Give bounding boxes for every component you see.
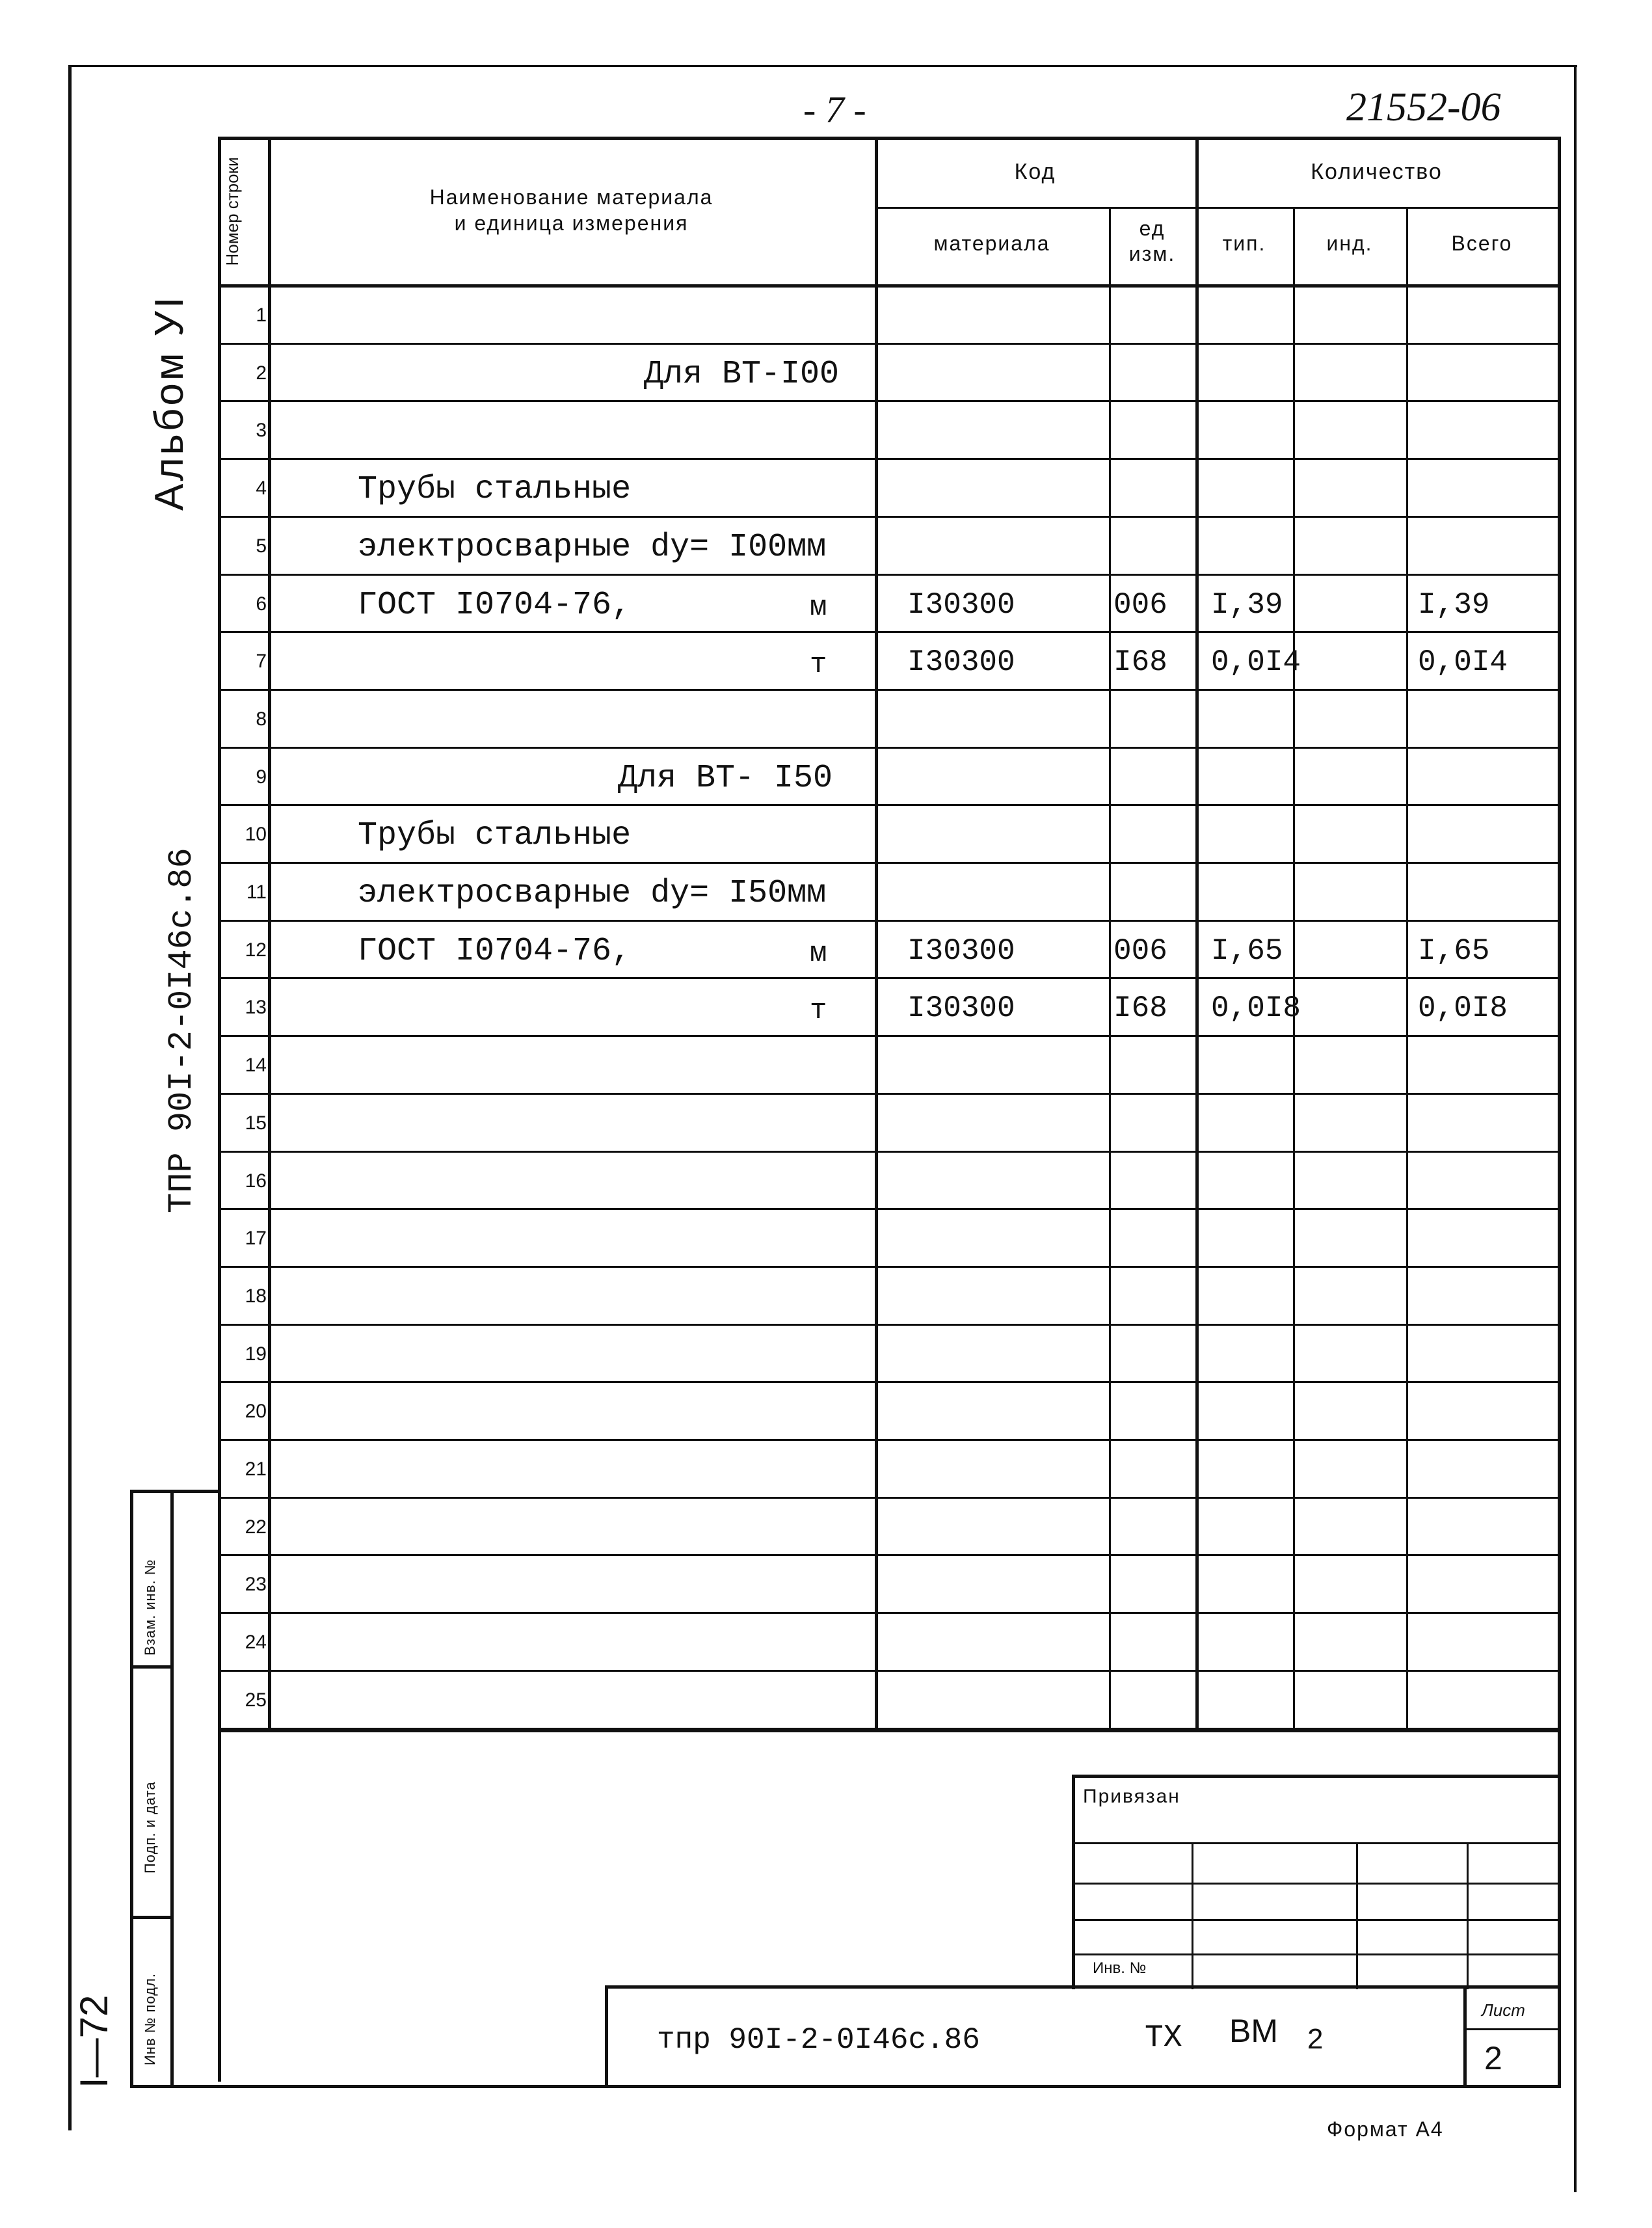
- bound-line-2: [1072, 1883, 1561, 1885]
- row-name: Трубы стальные: [358, 817, 632, 855]
- stamp-label-sign-date: Подп. и дата: [142, 1781, 158, 1873]
- row-line: [218, 1266, 1560, 1268]
- row-unit: м: [810, 591, 827, 624]
- bound-line-3: [1072, 1919, 1561, 1921]
- bound-line-1: [1072, 1842, 1561, 1844]
- stamp-line-1: [130, 1665, 172, 1669]
- row-line: [218, 1151, 1560, 1153]
- col-line-rowno: [268, 137, 271, 1730]
- project-code-vertical: ТПР 90I-2-0I46с.86: [163, 848, 201, 1213]
- sheet-col-line: [1463, 1985, 1467, 2086]
- col-line-material: [1109, 208, 1111, 1730]
- main-stamp-top-line: [605, 1985, 1561, 1989]
- header-mid-line: [875, 207, 1558, 209]
- row-qty-typ: 0,0I4: [1211, 645, 1301, 680]
- sheet-divider-line: [1463, 2028, 1560, 2030]
- doc-designation: тпр 90I-2-0I46с.86: [657, 2023, 980, 2057]
- row-line: [218, 1208, 1560, 1210]
- row-number: 23: [245, 1574, 267, 1596]
- row-name: Трубы стальные: [358, 471, 632, 509]
- row-number: 19: [245, 1343, 267, 1365]
- stamp-label-inv-no: Инв № подл.: [142, 1973, 158, 2065]
- row-number: 7: [256, 651, 267, 673]
- section-code: ТХ: [1145, 2020, 1182, 2056]
- row-line: [218, 1554, 1560, 1556]
- row-line: [218, 1497, 1560, 1499]
- row-number: 8: [256, 708, 267, 730]
- header-top-line: [218, 137, 1561, 140]
- row-number: 25: [245, 1689, 267, 1711]
- row-number: 2: [256, 362, 267, 384]
- row-number: 24: [245, 1631, 267, 1654]
- row-qty-total: 0,0I4: [1418, 645, 1508, 680]
- page-number: - 7 -: [803, 88, 866, 131]
- row-line: [218, 1324, 1560, 1326]
- row-line: [218, 689, 1560, 691]
- row-line: [218, 458, 1560, 460]
- row-line: [218, 862, 1560, 864]
- bound-col-1: [1192, 1842, 1193, 1989]
- col-line-ind: [1406, 208, 1408, 1730]
- header-name-line1: Наименование материала: [429, 185, 713, 209]
- album-label: Альбом УI: [147, 294, 192, 511]
- bound-left-line: [1072, 1775, 1075, 1989]
- row-unit-code: I68: [1113, 645, 1167, 680]
- row-number: 4: [256, 477, 267, 500]
- row-number: 5: [256, 535, 267, 557]
- bound-line-4: [1072, 1953, 1561, 1955]
- row-line: [218, 1439, 1560, 1441]
- header-qty-ind: инд.: [1326, 232, 1373, 255]
- row-line: [218, 631, 1560, 633]
- table-bottom-line: [218, 1729, 1561, 1732]
- header-qty-typ: тип.: [1222, 232, 1266, 255]
- row-unit-code: 006: [1113, 587, 1167, 622]
- header-quantity: Количество: [1311, 159, 1443, 184]
- header-qty-total: Всего: [1451, 232, 1513, 255]
- inv-no-label: Инв. №: [1093, 1959, 1147, 1977]
- col-line-name: [875, 137, 878, 1730]
- row-name: Для ВТ-I00: [644, 355, 840, 393]
- sheet-label: Лист: [1482, 2000, 1525, 2020]
- sheet-number: 2: [1484, 2040, 1502, 2076]
- bound-col-3: [1467, 1842, 1469, 1989]
- row-unit: м: [810, 937, 827, 970]
- header-code-unit-2: изм.: [1128, 242, 1176, 265]
- row-line: [218, 343, 1560, 345]
- row-unit-code: 006: [1113, 933, 1167, 968]
- row-name: электросварные dy= I00мм: [358, 528, 827, 566]
- left-border: [68, 65, 72, 2130]
- row-number: 9: [256, 766, 267, 788]
- row-line: [218, 747, 1560, 749]
- row-line: [218, 1035, 1560, 1037]
- row-number: 21: [245, 1458, 267, 1480]
- bound-top-line: [1072, 1775, 1561, 1778]
- row-number: 12: [245, 939, 267, 961]
- right-border: [1574, 65, 1577, 2192]
- table-right-line: [1558, 137, 1561, 2088]
- row-line: [218, 1612, 1560, 1614]
- margin-number: I—72: [72, 1994, 116, 2088]
- row-number: 6: [256, 593, 267, 615]
- header-row-number: Номер строки: [222, 157, 242, 266]
- row-number: 13: [245, 997, 267, 1019]
- row-number: 14: [245, 1054, 267, 1077]
- row-line: [218, 574, 1560, 576]
- row-number: 16: [245, 1170, 267, 1192]
- row-number: 17: [245, 1228, 267, 1250]
- stamp-line-2: [130, 1916, 172, 1919]
- stamp-left-line: [130, 1490, 133, 2088]
- row-unit-code: I68: [1113, 991, 1167, 1026]
- format-label: Формат А4: [1327, 2117, 1444, 2141]
- row-line: [218, 1093, 1560, 1095]
- row-qty-total: I,39: [1418, 587, 1490, 622]
- row-number: 1: [256, 304, 267, 326]
- row-material-code: I30300: [907, 587, 1015, 622]
- row-line: [218, 1381, 1560, 1383]
- bound-col-2: [1356, 1842, 1358, 1989]
- row-name: Для ВТ- I50: [618, 759, 833, 797]
- document-mark-number: 2: [1307, 2023, 1324, 2055]
- stamp-label-replaced: Взам. инв. №: [142, 1559, 158, 1656]
- header-name-line2: и единица измерения: [454, 211, 689, 235]
- row-line: [218, 516, 1560, 518]
- row-line: [218, 920, 1560, 922]
- row-qty-total: I,65: [1418, 933, 1490, 968]
- row-material-code: I30300: [907, 933, 1015, 968]
- row-unit: т: [810, 649, 827, 682]
- row-name: ГОСТ I0704-76,: [358, 586, 632, 624]
- row-line: [218, 1670, 1560, 1672]
- col-line-unit: [1195, 137, 1199, 1730]
- row-material-code: I30300: [907, 991, 1015, 1026]
- col-line-typ: [1293, 208, 1295, 1730]
- row-line: [218, 804, 1560, 806]
- row-number: 10: [245, 824, 267, 846]
- row-qty-total: 0,0I8: [1418, 991, 1508, 1026]
- row-line: [218, 400, 1560, 402]
- row-number: 15: [245, 1112, 267, 1134]
- header-code-unit-1: ед: [1139, 217, 1166, 240]
- row-line: [218, 977, 1560, 979]
- header-bottom-line: [218, 284, 1561, 288]
- top-border-line: [68, 65, 1577, 67]
- document-code: 21552-06: [1346, 85, 1501, 129]
- row-qty-typ: I,39: [1211, 587, 1283, 622]
- header-code-material: материала: [933, 232, 1050, 255]
- header-code: Код: [1014, 159, 1056, 184]
- row-qty-typ: 0,0I8: [1211, 991, 1301, 1026]
- row-number: 11: [246, 881, 267, 903]
- row-name: электросварные dy= I50мм: [358, 875, 827, 912]
- stamp-top-line: [130, 1490, 221, 1493]
- row-unit: т: [810, 995, 827, 1028]
- row-number: 3: [256, 420, 267, 442]
- row-qty-typ: I,65: [1211, 933, 1283, 968]
- row-number: 22: [245, 1516, 267, 1538]
- row-number: 20: [245, 1401, 267, 1423]
- bound-label: Привязан: [1083, 1786, 1180, 1807]
- main-stamp-left-line: [605, 1985, 608, 2086]
- document-mark: ВМ: [1229, 2013, 1278, 2049]
- row-material-code: I30300: [907, 645, 1015, 680]
- row-number: 18: [245, 1285, 267, 1307]
- row-name: ГОСТ I0704-76,: [358, 932, 632, 970]
- stamp-bottom-line: [130, 2085, 1561, 2088]
- stamp-mid-line: [170, 1490, 174, 2088]
